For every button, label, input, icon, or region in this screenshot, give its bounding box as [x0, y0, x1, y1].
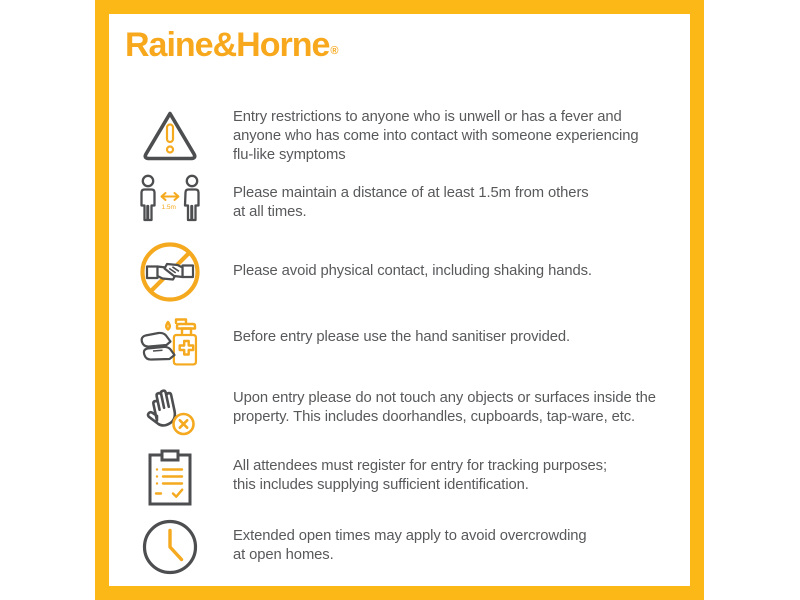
notice-line: Before entry please use the hand sanitiser provided. — [233, 329, 570, 345]
notice-line: Please avoid physical contact, including shaking hands. — [233, 263, 592, 279]
notice-line: at open homes. — [233, 547, 334, 563]
notice-line: flu-like symptoms — [233, 147, 346, 163]
social-distance-icon — [135, 172, 205, 232]
notice-text — [233, 106, 682, 165]
register-clipboard-icon — [135, 444, 205, 508]
notice-text — [233, 172, 682, 222]
notice-row-entry-restrictions — [135, 106, 682, 165]
notice-line: at all times. — [233, 204, 307, 220]
registered-trademark-symbol: ® — [330, 45, 339, 57]
distance-label: 1.5m — [161, 204, 176, 211]
notice-line: property. This includes doorhandles, cupboards, tap-ware, etc. — [233, 409, 636, 425]
notice-line: Entry restrictions to anyone who is unwell or has a fever and — [233, 109, 622, 125]
hand-sanitiser-icon — [135, 310, 205, 372]
notice-line: All attendees must register for entry for tracking purposes; — [233, 458, 607, 474]
notice-text — [233, 444, 682, 495]
brand-logo — [125, 26, 338, 65]
notice-row-open-times — [135, 514, 682, 576]
no-touch-hand-icon — [135, 378, 205, 437]
notice-line: this includes supplying sufficient identification. — [233, 477, 529, 493]
brand-logo-text: Raine&Horne — [125, 26, 330, 64]
notice-line: anyone who has come into contact with someone experiencing — [233, 128, 639, 144]
notice-row-social-distance — [135, 172, 682, 232]
notice-row-register — [135, 444, 682, 508]
notice-row-no-contact — [135, 240, 682, 304]
notice-line: Please maintain a distance of at least 1.5m from others — [233, 185, 589, 201]
notice-row-no-touch — [135, 378, 682, 437]
notice-text — [233, 310, 682, 347]
no-handshake-icon — [135, 240, 205, 304]
clock-icon — [135, 514, 205, 576]
notice-text — [233, 378, 682, 427]
notice-text — [233, 240, 682, 281]
notice-text — [233, 514, 682, 565]
notice-line: Upon entry please do not touch any objects or surfaces inside the — [233, 390, 656, 406]
notice-line: Extended open times may apply to avoid overcrowding — [233, 528, 587, 544]
notice-row-sanitiser — [135, 310, 682, 372]
poster-frame — [95, 0, 704, 600]
warning-triangle-icon — [135, 106, 205, 162]
